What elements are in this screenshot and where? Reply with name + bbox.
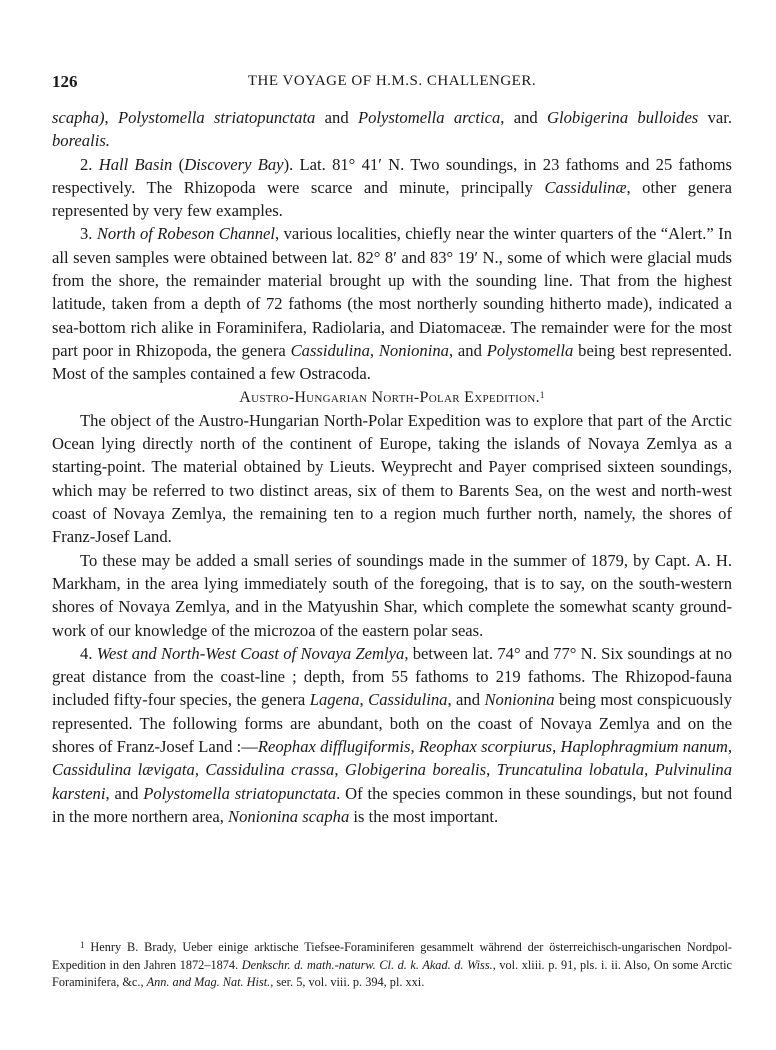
text-run: ( bbox=[172, 154, 185, 174]
italic-text: Polystomella bbox=[486, 340, 574, 360]
text-run: , and bbox=[105, 783, 144, 803]
text-run: , bbox=[359, 690, 369, 710]
paragraph-markham-soundings bbox=[52, 549, 732, 642]
italic-text: Hall Basin bbox=[98, 154, 173, 174]
footnote-marker: 1 bbox=[80, 940, 85, 950]
italic-text: Polystomella striatopunctata bbox=[143, 783, 337, 803]
text-run: and bbox=[315, 108, 358, 127]
text-run: being best represented. Most of the samples contained a few Ostracoda. bbox=[52, 340, 733, 384]
text-run: , bbox=[410, 737, 419, 757]
italic-text: Nonionina bbox=[484, 690, 555, 710]
text-run: , various localities, chiefly near the winter quarters of the “Alert.” In all seven samples were obtained between lat. 82° 8′ and 83° 19′ N., some of which were glacial muds from the shore, the remainder material brought up with the sounding line. That from the highest latitude, taken from a depth of 72 fathoms (the most northerly sounding hitherto made), indicated a sea-bottom rich alike in Foraminifera, Radiolaria, and Diatomaceæ. The remainder were for the most part poor in Rhizopoda, the genera bbox=[52, 224, 732, 360]
page-number: 126 bbox=[52, 72, 78, 91]
italic-text: Cassidulina crassa bbox=[205, 760, 335, 780]
text-run: , bbox=[194, 760, 206, 780]
text-run: , bbox=[334, 760, 345, 780]
italic-text: Cassidulina lævigata bbox=[52, 760, 195, 780]
italic-text: West and North-West Coast of Novaya Zemlya bbox=[96, 643, 405, 663]
italic-text: Globigerina borealis bbox=[344, 760, 487, 780]
italic-text: Cassidulina bbox=[368, 690, 448, 710]
italic-text: Truncatulina lobatula bbox=[496, 760, 645, 780]
text-run: , and bbox=[447, 690, 485, 710]
paragraph-expedition-object bbox=[52, 409, 732, 549]
text-run: Henry B. Brady, Ueber einige arktische Tiefsee-Foraminiferen gesammelt während der österreichisch-ungarischen Nordpol-Expedition in den Jahren 1872–1874. bbox=[52, 940, 732, 972]
text-run: , bbox=[552, 737, 561, 757]
text-run: ). Lat. 81° 41′ N. Two soundings, in 23 fathoms and 25 fathoms respectively. The Rhizopoda were scarce and minute, principally bbox=[52, 154, 733, 197]
footnote-ref[interactable]: 1 bbox=[539, 389, 545, 400]
italic-text: Cassidulina bbox=[290, 340, 370, 360]
text-run: , bbox=[486, 760, 497, 780]
footnote-1 bbox=[52, 939, 732, 992]
text-run: , vol. xliii. p. 91, pls. i. ii. Also, On some Arctic Foraminifera, &c., bbox=[52, 957, 733, 989]
text-run: , ser. 5, vol. viii. p. 394, pl. xxi. bbox=[270, 975, 425, 989]
text-run: , bbox=[369, 340, 379, 360]
italic-text: Globigerina bulloides bbox=[547, 108, 699, 127]
footnote-text bbox=[52, 940, 732, 989]
text-run: , bbox=[727, 737, 733, 757]
text-run: , bbox=[644, 760, 655, 780]
italic-text: Discovery Bay bbox=[184, 154, 284, 174]
text-run: , other genera represented by very few examples. bbox=[52, 177, 733, 221]
text-run: , between lat. 74° and 77° N. Six soundings at no great distance from the coast-line ; depth, from 55 fathoms to 219 fathoms. The Rhizopod-fauna included fifty-four species, the genera bbox=[52, 643, 732, 710]
italic-text: Lagena bbox=[309, 690, 360, 710]
text-run: 3. bbox=[80, 224, 97, 244]
text-run: being most conspicuously represented. The following forms are abundant, both on the coast of Novaya Zemlya and on the shores of Franz-Josef Land :— bbox=[52, 690, 733, 757]
italic-text: Reophax scorpiurus bbox=[418, 737, 553, 757]
italic-text: Reophax difflugiformis bbox=[257, 737, 411, 757]
italic-text: Nonionina bbox=[378, 340, 449, 360]
text-run: , and bbox=[500, 108, 547, 127]
text-run: var. bbox=[698, 108, 732, 127]
text-run: 4. bbox=[80, 643, 97, 663]
paragraph-novaya-zemlya bbox=[52, 642, 732, 828]
text-run: , bbox=[104, 108, 118, 127]
italic-text: scapha) bbox=[52, 108, 105, 127]
text-run: To these may be added a small series of soundings made in the summer of 1879, by Capt. A. H. Markham, in the area lying immediately south of the foregoing, that is to say, on the south-western shores of Novaya Zemlya, and in the Matyushin Shar, which complete the somewhat scanty ground-work of our knowledge of the microzoa of the eastern polar seas. bbox=[52, 550, 732, 640]
running-title: THE VOYAGE OF H.M.S. CHALLENGER. bbox=[247, 73, 537, 89]
italic-text: borealis. bbox=[52, 131, 110, 151]
italic-text: North of Robeson Channel bbox=[96, 224, 276, 244]
section-heading bbox=[52, 386, 732, 409]
italic-text: Nonionina scapha bbox=[228, 806, 350, 826]
italic-text: Ann. and Mag. Nat. Hist. bbox=[146, 975, 271, 989]
italic-text: Polystomella arctica bbox=[357, 108, 501, 127]
text-run: , and bbox=[448, 340, 487, 360]
italic-text: Denkschr. d. math.-naturw. Cl. d. k. Akad. d. Wiss. bbox=[241, 957, 493, 972]
section-title: Austro-Hungarian North-Polar Expedition. bbox=[239, 388, 540, 406]
paragraph-robeson-channel bbox=[52, 222, 732, 385]
text-run: 2. bbox=[80, 154, 99, 174]
page-header bbox=[52, 72, 732, 96]
italic-text: Cassidulinæ bbox=[544, 177, 627, 197]
paragraph bbox=[52, 106, 732, 153]
text-run: is the most important. bbox=[349, 806, 499, 826]
text-run: . Of the species common in these soundings, but not found in the more northern area, bbox=[52, 783, 732, 826]
paragraph-hall-basin bbox=[52, 153, 732, 223]
footnotes bbox=[52, 939, 732, 992]
italic-text: Polystomella striatopunctata bbox=[118, 108, 316, 127]
italic-text: Haplophragmium nanum bbox=[560, 737, 728, 757]
body-text bbox=[52, 106, 732, 828]
text-run: The object of the Austro-Hungarian North-Polar Expedition was to explore that part of the Arctic Ocean lying directly north of the continent of Europe, taking the islands of Novaya Zemlya as a starting-point. The material obtained by Lieuts. Weyprecht and Payer comprised sixteen soundings, which may be referred to two distinct areas, six of them to Barents Sea, on the west and north-west coast of Novaya Zemlya, the remaining ten to a region much further north, namely, the shores of Franz-Josef Land. bbox=[52, 410, 732, 547]
italic-text: Pulvinulina karsteni bbox=[52, 760, 733, 803]
